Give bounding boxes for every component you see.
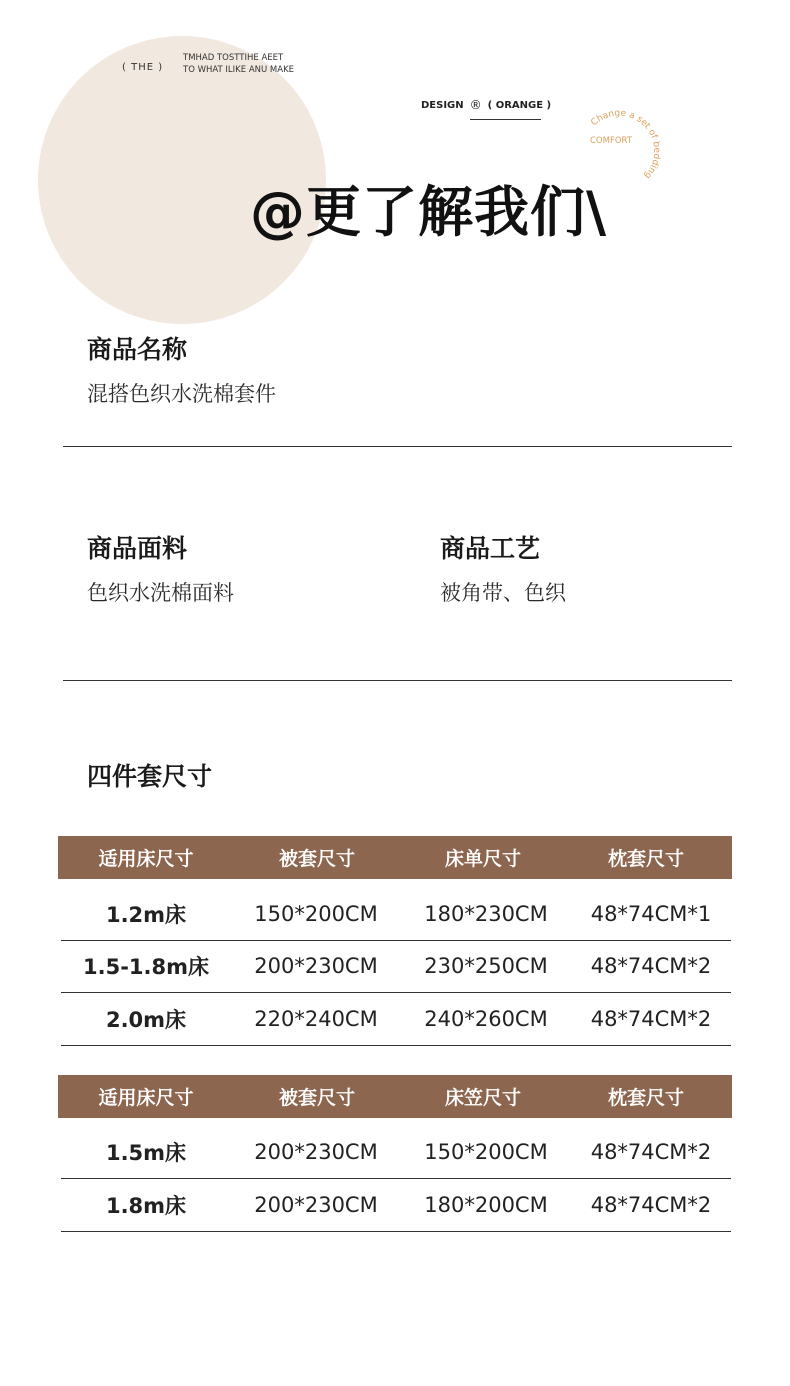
table-cell: 48*74CM*1 <box>590 902 712 926</box>
table-cell: 180*200CM <box>424 1193 548 1217</box>
product-name-title: 商品名称 <box>87 335 188 364</box>
table-cell: 200*230CM <box>254 1140 378 1164</box>
table-row <box>61 1179 731 1232</box>
divider <box>63 446 732 447</box>
design-underline <box>470 119 541 120</box>
table-cell: 180*230CM <box>424 902 548 926</box>
table-cell: 150*200CM <box>424 1140 548 1164</box>
table-header-cell: 适用床尺寸 <box>98 1087 194 1109</box>
table-cell: 200*230CM <box>254 1193 378 1217</box>
table-header-cell: 枕套尺寸 <box>607 848 684 870</box>
registered-mark: ® <box>469 98 482 112</box>
design-brand: ( ORANGE ) <box>487 99 552 111</box>
table-cell: 150*200CM <box>254 902 378 926</box>
table-header-cell: 床笠尺寸 <box>444 1087 521 1109</box>
table-cell: 220*240CM <box>254 1007 378 1031</box>
table-cell: 48*74CM*2 <box>590 1193 712 1217</box>
craft-title: 商品工艺 <box>440 534 541 563</box>
table-header-cell: 枕套尺寸 <box>607 1087 684 1109</box>
table-header <box>58 1075 732 1118</box>
fabric-value: 色织水洗棉面料 <box>87 581 234 605</box>
tagline-line-1: TMHAD TOSTTIHE AEET <box>183 53 284 63</box>
table-header-cell: 适用床尺寸 <box>98 848 194 870</box>
fabric-title: 商品面料 <box>87 534 188 563</box>
design-label-group <box>421 98 551 112</box>
table-cell: 230*250CM <box>424 954 548 978</box>
table-cell: 240*260CM <box>424 1007 548 1031</box>
table-cell: 48*74CM*2 <box>590 1007 712 1031</box>
size-section-title: 四件套尺寸 <box>87 762 213 791</box>
table-row <box>61 1126 731 1179</box>
tagline-line-2: TO WHAT ILIKE ANU MAKE <box>183 65 295 75</box>
table-header-cell: 被套尺寸 <box>278 848 355 870</box>
stamp-center-text: COMFORT <box>590 136 633 146</box>
craft-value: 被角带、色织 <box>440 581 566 605</box>
table-cell: 2.0m床 <box>105 1008 187 1032</box>
table-cell: 48*74CM*2 <box>590 954 712 978</box>
page-title: @更了解我们\ <box>250 180 608 244</box>
table-cell: 1.8m床 <box>105 1194 187 1218</box>
table-cell: 200*230CM <box>254 954 378 978</box>
table-cell: 1.2m床 <box>105 903 187 927</box>
product-name-value: 混搭色织水洗棉套件 <box>87 382 276 406</box>
table-cell: 1.5m床 <box>105 1141 187 1165</box>
table-header-cell: 床单尺寸 <box>444 848 521 870</box>
table-row <box>61 993 731 1046</box>
stamp-arc-text: Change a set of bedding <box>589 108 662 180</box>
table-header-cell: 被套尺寸 <box>278 1087 355 1109</box>
table-row <box>61 888 731 941</box>
table-cell: 1.5-1.8m床 <box>83 955 209 979</box>
design-label: DESIGN <box>421 99 464 111</box>
table-cell: 48*74CM*2 <box>590 1140 712 1164</box>
divider <box>63 680 732 681</box>
tagline <box>183 52 294 76</box>
the-label: ( THE ) <box>122 62 164 73</box>
table-header <box>58 836 732 879</box>
table-row <box>61 940 731 993</box>
